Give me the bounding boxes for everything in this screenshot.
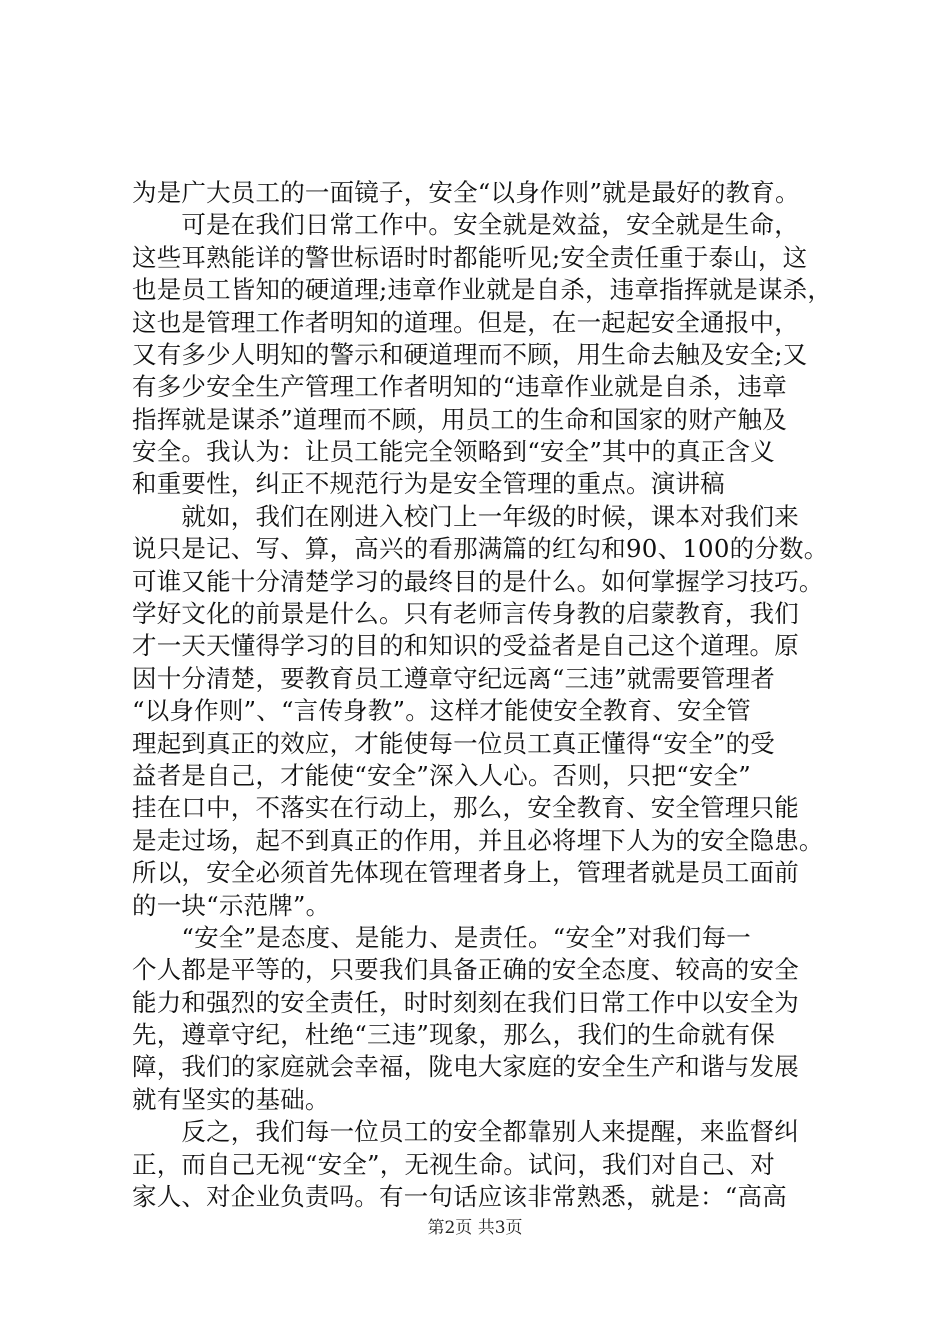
text-line: 因十分清楚，要教育员工遵章守纪远离“三违”就需要管理者 <box>132 664 775 693</box>
text-line: 为是广大员工的一面镜子，安全“以身作则”就是最好的教育。 <box>132 178 800 207</box>
text-line: 指挥就是谋杀”道理而不顾，用员工的生命和国家的财产触及 <box>132 405 787 434</box>
text-line: 家人、对企业负责吗。有一句话应该非常熟悉，就是：“高高 <box>132 1182 787 1211</box>
text-line: 正，而自己无视“安全”，无视生命。试问，我们对自己、对 <box>132 1150 775 1179</box>
text-line: 能力和强烈的安全责任，时时刻刻在我们日常工作中以安全为 <box>132 988 799 1017</box>
text-line: 就如，我们在刚进入校门上一年级的时候，课本对我们来 <box>132 502 799 531</box>
text-line: 障，我们的家庭就会幸福，陇电大家庭的安全生产和谐与发展 <box>132 1052 799 1081</box>
text-line: 学好文化的前景是什么。只有老师言传身教的启蒙教育，我们 <box>132 599 799 628</box>
text-line: 和重要性，纠正不规范行为是安全管理的重点。演讲稿 <box>132 469 725 498</box>
page-footer: 第2页 共3页 <box>427 1218 523 1238</box>
text-line: 安全。我认为：让员工能完全领略到“安全”其中的真正含义 <box>132 437 775 466</box>
text-line: 可谁又能十分清楚学习的最终目的是什么。如何掌握学习技巧。 <box>132 567 824 596</box>
text-line: 的一块“示范牌”。 <box>132 891 331 920</box>
text-line: 说只是记、写、算，高兴的看那满篇的红勾和90、100的分数。 <box>132 534 829 563</box>
text-line: 也是员工皆知的硬道理;违章作业就是自杀，违章指挥就是谋杀， <box>132 275 833 304</box>
text-line: 挂在口中，不落实在行动上，那么，安全教育、安全管理只能 <box>132 793 799 822</box>
text-line: 就有坚实的基础。 <box>132 1085 330 1114</box>
text-line: 反之，我们每一位员工的安全都靠别人来提醒，来监督纠 <box>132 1117 799 1146</box>
text-line: 是走过场，起不到真正的作用，并且必将埋下人为的安全隐患。 <box>132 826 824 855</box>
text-line: “以身作则”、“言传身教”。这样才能使安全教育、安全管 <box>132 696 751 725</box>
text-line: 这也是管理工作者明知的道理。但是，在一起起安全通报中， <box>132 308 799 337</box>
text-line: 这些耳熟能详的警世标语时时都能听见;安全责任重于泰山，这 <box>132 243 808 272</box>
text-line: 有多少安全生产管理工作者明知的“违章作业就是自杀，违章 <box>132 372 787 401</box>
text-line: 益者是自己，才能使“安全”深入人心。否则，只把“安全” <box>132 761 751 790</box>
text-line: 先，遵章守纪，杜绝“三违”现象，那么，我们的生命就有保 <box>132 1020 775 1049</box>
text-line: 所以，安全必须首先体现在管理者身上，管理者就是员工面前 <box>132 858 799 887</box>
text-line: 可是在我们日常工作中。安全就是效益，安全就是生命， <box>132 210 799 239</box>
text-line: 才一天天懂得学习的目的和知识的受益者是自己这个道理。原 <box>132 631 799 660</box>
text-line: 理起到真正的效应，才能使每一位员工真正懂得“安全”的受 <box>132 729 775 758</box>
text-line: 又有多少人明知的警示和硬道理而不顾，用生命去触及安全;又 <box>132 340 808 369</box>
text-line: “安全”是态度、是能力、是责任。“安全”对我们每一 <box>132 923 751 952</box>
text-line: 个人都是平等的，只要我们具备正确的安全态度、较高的安全 <box>132 955 799 984</box>
